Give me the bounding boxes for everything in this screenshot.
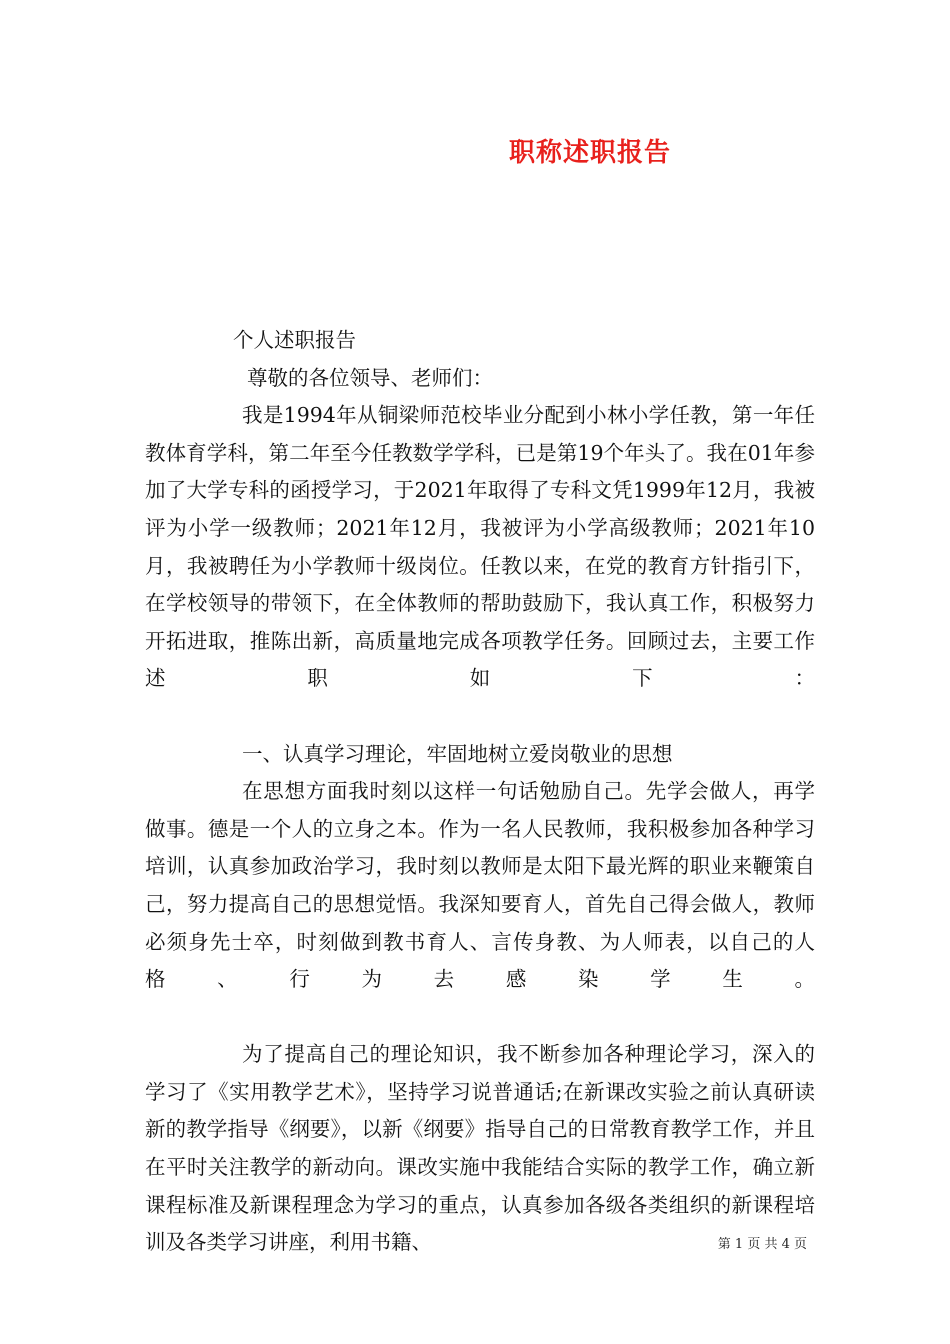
page-number: 第 1 页 共 4 页 xyxy=(717,1237,807,1252)
paragraph-intro: 我是1994年从铜梁师范校毕业分配到小林小学任教，第一年任教体育学科，第二年至今任教数学学科，已是第19个年头了。我在01年参加了大学专科的函授学习，于2021年取得了专科文凭1999年12月，我被评为小学一级教师；2021年12月，我被评为小学高级教师；2021年10月，我被聘任为小学教师十级岗位。任教以来，在党的教育方针指引下，在学校领导的带领下，在全体教师的帮助鼓励下，我认真工作，积极努力开拓进取，推陈出新，高质量地完成各项教学任务。回顾过去，主要工作述职如下： xyxy=(145,403,815,691)
document-body xyxy=(145,322,815,1262)
report-heading: 个人述职报告 xyxy=(233,328,356,352)
paragraph-thought: 在思想方面我时刻以这样一句话勉励自己。先学会做人，再学做事。德是一个人的立身之本。作为一名人民教师，我积极参加各种学习培训，认真参加政治学习，我时刻以教师是太阳下最光辉的职业来鞭策自己，努力提高自己的思想觉悟。我深知要育人，首先自己得会做人，教师必须身先士卒，时刻做到教书育人、言传身教、为人师表，以自己的人格、行为去感染学生。 xyxy=(145,779,815,992)
section-heading-1: 一、认真学习理论，牢固地树立爱岗敬业的思想 xyxy=(242,741,673,766)
paragraph-theory: 为了提高自己的理论知识，我不断参加各种理论学习，深入的学习了《实用教学艺术》，坚持学习说普通话;在新课改实验之前认真研读新的教学指导《纲要》，以新《纲要》指导自己的日常教育教学工作，并且在平时关注教学的新动向。课改实施中我能结合实际的教学工作，确立新课程标准及新课程理念为学习的重点，认真参加各级各类组织的新课程培训及各类学习讲座，利用书籍、 xyxy=(145,1042,815,1255)
salutation: 尊敬的各位领导、老师们： xyxy=(247,365,493,390)
document-title: 职称述职报告 xyxy=(508,138,671,168)
